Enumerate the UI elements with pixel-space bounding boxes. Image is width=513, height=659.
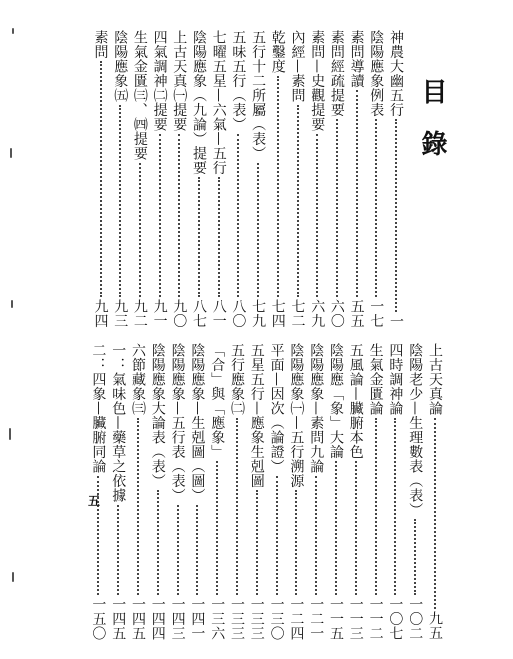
toc-entry: [170, 343, 186, 640]
toc-entry-title: 陰陽應象例表: [368, 30, 385, 117]
dot-leader: [157, 490, 159, 595]
toc-entry-title: 乾鑿度: [269, 30, 286, 74]
toc-entry-page: 一七: [368, 299, 385, 328]
toc-entry: [93, 30, 109, 328]
toc-entry-title: 上古天真論: [427, 343, 443, 416]
toc-entry-title: 生氣金匱論: [367, 343, 384, 416]
toc-entry-title: 素問: [92, 30, 109, 59]
toc-entry-page: 一四三: [169, 596, 186, 640]
toc-entry-title: 四氣調神㈡提要: [151, 30, 168, 132]
dot-leader: [316, 134, 318, 298]
dot-leader: [216, 461, 218, 595]
gutter-mark: [11, 300, 13, 308]
dot-leader: [196, 505, 198, 595]
dot-leader: [297, 105, 299, 298]
toc-entry-title: 二：四象—臟腑同論: [90, 343, 107, 474]
toc-entry-page: 一二一: [308, 596, 325, 640]
toc-entry: [407, 343, 423, 640]
toc-entry-page: 八七: [191, 299, 207, 328]
toc-entry-page: 七二: [289, 299, 306, 328]
dot-leader: [139, 163, 141, 298]
toc-entry: [191, 30, 207, 328]
dot-leader: [356, 90, 358, 297]
toc-entry: [209, 343, 225, 640]
toc-entry: [230, 30, 246, 328]
toc-entry-page: 一二四: [288, 596, 305, 640]
toc-entry-title: 神農大幽五行: [388, 30, 404, 117]
dot-leader: [137, 418, 139, 595]
toc-entry-title: 陰陽應象—素問九論: [308, 343, 325, 474]
toc-entry-title: 內經—素問: [289, 30, 306, 103]
dot-leader: [257, 163, 259, 298]
dot-leader: [434, 418, 436, 610]
toc-entry: [308, 343, 324, 640]
toc-entry-page: 一五〇: [90, 596, 107, 640]
toc-entry: [152, 30, 168, 328]
toc-entry-page: 一〇七: [387, 596, 404, 640]
toc-entry-title: 七曜五星—六氣—五行: [210, 30, 227, 175]
toc-entry-title: 五風論—臟腑本色: [347, 343, 364, 459]
toc-entry: [290, 30, 306, 328]
dot-leader: [375, 418, 377, 595]
dot-leader: [256, 490, 258, 595]
gutter-mark: [10, 148, 12, 158]
toc-entry: [368, 30, 384, 328]
toc-entry: [288, 343, 304, 640]
toc-entry-title: 五星五行—應象生剋圖: [248, 343, 265, 488]
toc-entry-page: 八一: [210, 299, 227, 328]
toc-entry-title: 一：氣味色—藥草之依據: [110, 343, 127, 503]
toc-entry-title: 陰陽應象—五行表（表）: [169, 343, 186, 503]
gutter-mark: [12, 572, 14, 582]
page-number: 五: [88, 494, 101, 508]
toc-entry: [328, 343, 344, 640]
dot-leader: [315, 476, 317, 595]
toc-entry-page: 一一五: [328, 596, 344, 640]
toc-entry: [387, 343, 403, 640]
dot-leader: [119, 105, 121, 298]
toc-entry-page: 一一二: [367, 596, 384, 640]
toc-entry-title: 素問經疏提要: [328, 30, 345, 117]
dot-leader: [336, 119, 338, 297]
toc-entry-page: 七九: [250, 299, 267, 328]
toc-entry: [150, 343, 166, 640]
toc-entry: [132, 30, 148, 328]
dot-leader: [375, 119, 377, 297]
toc-entry-page: 一四一: [189, 596, 206, 640]
toc-entry-page: 九三: [112, 299, 129, 328]
dot-leader: [117, 505, 119, 595]
toc-entry: [309, 30, 325, 328]
toc-entry-title: 陰陽應「象」大論: [328, 343, 344, 459]
toc-entry-page: 一: [388, 313, 404, 328]
toc-entry: [368, 343, 384, 640]
toc-entry: [211, 30, 227, 328]
toc-entry: [189, 343, 205, 640]
toc-entry-page: 六九: [309, 299, 326, 328]
toc-entry-page: 九四: [92, 299, 109, 328]
toc-entry-title: 素問—史觀提要: [309, 30, 326, 132]
toc-entry: [249, 343, 265, 640]
toc-entry: [130, 343, 146, 640]
toc-entry-page: 一三三: [248, 596, 265, 640]
dot-leader: [355, 461, 357, 595]
toc-entry-title: 四時調神論: [387, 343, 404, 416]
toc-entry-title: 陰陽應象㈠—五行溯源: [288, 343, 305, 488]
gutter-mark: [9, 428, 11, 440]
toc-entry-page: 一三三: [229, 596, 245, 640]
toc-entry: [349, 30, 365, 328]
toc-entry-title: 陰陽應象（九論）提要: [191, 30, 207, 175]
toc-entry: [110, 343, 126, 640]
toc-entry: [112, 30, 128, 328]
toc-entry-title: 陰陽老少—生理數表（表）: [407, 343, 424, 517]
dot-leader: [395, 119, 397, 312]
dot-leader: [177, 505, 179, 595]
dot-leader: [277, 76, 279, 298]
toc-entry-title: 六節藏象㈢: [130, 343, 146, 416]
toc-entry-page: 一四四: [149, 596, 166, 640]
dot-leader: [236, 418, 238, 595]
toc-entry-title: 「合」與「應象」: [209, 343, 226, 459]
dot-leader: [276, 476, 278, 595]
toc-entry: [348, 343, 364, 640]
toc-entry: [269, 343, 285, 640]
toc-entry-page: 一一三: [347, 596, 364, 640]
gutter-mark: [12, 28, 14, 34]
toc-entry-page: 一四五: [130, 596, 146, 640]
toc-entry-page: 九五: [427, 611, 443, 640]
toc-entry-page: 七四: [269, 299, 286, 328]
toc-entry: [270, 30, 286, 328]
toc-entry-page: 六〇: [328, 299, 345, 328]
toc-entry-title: 生氣金匱㈢、㈣提要: [131, 30, 148, 161]
dot-leader: [100, 61, 102, 297]
dot-leader: [159, 134, 161, 298]
toc-entry-title: 上古天真㈠提要: [171, 30, 188, 132]
dot-leader: [237, 134, 239, 298]
toc-entry-page: 五五: [348, 299, 365, 328]
toc-entry-title: 五行應象㈡: [229, 343, 245, 416]
toc-entry-title: 平面—因次（論證）: [268, 343, 285, 474]
toc-entry-title: 陰陽應象—生剋圖（圖）: [189, 343, 206, 503]
page-title: 目錄: [417, 78, 447, 182]
toc-entry: [388, 30, 404, 328]
toc-entry-page: 一三〇: [268, 596, 285, 640]
dot-leader: [198, 177, 200, 297]
toc-entry-page: 九一: [151, 299, 168, 328]
toc-entry-page: 一〇二: [407, 596, 424, 640]
toc-entry: [250, 30, 266, 328]
dot-leader: [218, 177, 220, 297]
toc-entry-title: 素問導讀: [348, 30, 365, 88]
toc-entry: [229, 343, 245, 640]
toc-entry: [171, 30, 187, 328]
dot-leader: [295, 490, 297, 595]
dot-leader: [335, 461, 337, 595]
toc-entry: [427, 343, 443, 640]
toc-entry-page: 九二: [131, 299, 148, 328]
toc-entry-page: 八〇: [230, 299, 247, 328]
toc-entry: [329, 30, 345, 328]
toc-entry-page: 一四五: [110, 596, 127, 640]
toc-entry-title: 五行十二所屬（表）: [250, 30, 267, 161]
toc-entry-page: 一三六: [209, 596, 226, 640]
dot-leader: [394, 418, 396, 595]
toc-entry-title: 五味五行（表）: [230, 30, 247, 132]
dot-leader: [178, 134, 180, 298]
dot-leader: [414, 519, 416, 595]
toc-entry-page: 九〇: [171, 299, 188, 328]
toc-entry-title: 陰陽應象大論表（表）: [149, 343, 166, 488]
toc-entry-title: 陰陽應象㈤: [112, 30, 129, 103]
